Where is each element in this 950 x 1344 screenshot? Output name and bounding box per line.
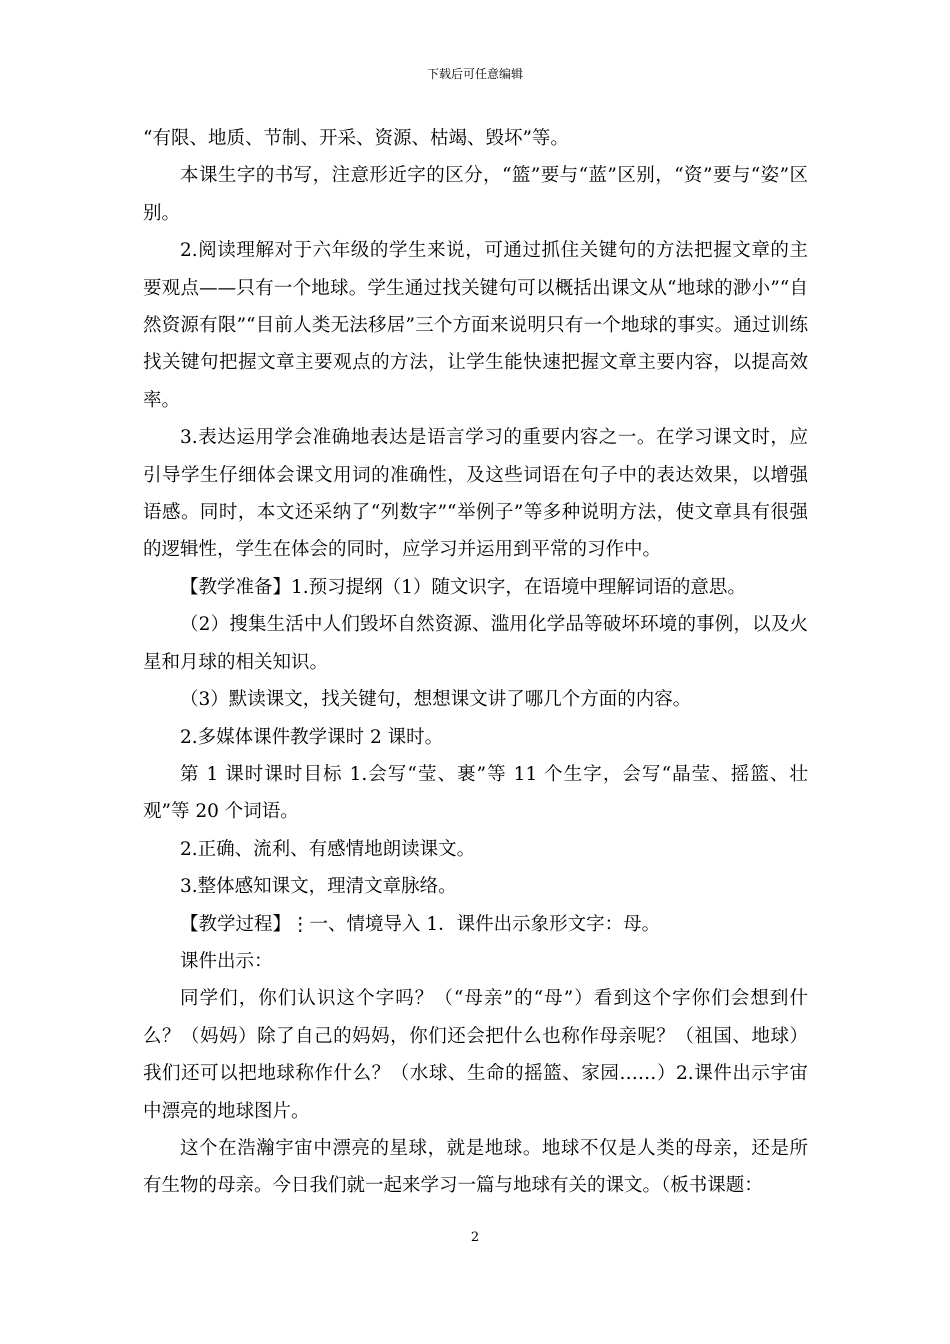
paragraph: 这个在浩瀚宇宙中漂亮的星球，就是地球。地球不仅是人类的母亲，还是所有生物的母亲。今日我们就一起来学习一篇与地球有关的课文。（板书课题： <box>143 1137 808 1197</box>
page-number: 2 <box>470 1230 480 1245</box>
paragraph: 【教学准备】1.预习提纲（1）随文识字，在语境中理解词语的意思。 <box>180 576 746 598</box>
paragraph: 【教学过程】⋮一、情境导入 1．课件出示象形文字：母。 <box>180 913 661 935</box>
paragraph: 同学们，你们认识这个字吗？（“母亲”的“母”）看到这个字你们会想到什么？（妈妈）除了自己的妈妈，你们还会把什么也称作母亲呢？（祖国、地球）我们还可以把地球称作什么？（水球、生命的摇篮、家园……）2.课件出示宇宙中漂亮的地球图片。 <box>143 988 808 1122</box>
paragraph: 本课生字的书写，注意形近字的区分，“篮”要与“蓝”区别，“资”要与“姿”区别。 <box>143 165 808 224</box>
paragraph: 3.整体感知课文，理清文章脉络。 <box>180 876 457 898</box>
document-body <box>143 120 808 1205</box>
page-header: 下载后可任意编辑 <box>426 67 523 81</box>
paragraph: （2）搜集生活中人们毁坏自然资源、滥用化学品等破坏环境的事例，以及火星和月球的相关知识。 <box>143 614 808 673</box>
paragraph: “有限、地质、节制、开采、资源、枯竭、毁坏”等。 <box>143 128 569 149</box>
paragraph: 2.多媒体课件教学课时 2 课时。 <box>180 726 444 748</box>
paragraph: （3）默读课文，找关键句，想想课文讲了哪几个方面的内容。 <box>180 689 692 711</box>
paragraph: 第 1 课时课时目标 1.会写“莹、裹”等 11 个生字，会写“晶莹、摇篮、壮观”等 20 个词语。 <box>143 763 808 823</box>
paragraph: 课件出示： <box>180 950 273 972</box>
paragraph: 2.阅读理解对于六年级的学生来说，可通过抓住关键句的方法把握文章的主要观点——只有一个地球。学生通过找关键句可以概括出课文从“地球的渺小”“自然资源有限”“目前人类无法移居”三个方面来说明只有一个地球的事实。通过训练找关键句把握文章主要观点的方法，让学生能快速把握文章主要内容，以提高效率。 <box>143 240 808 411</box>
paragraph: 2.正确、流利、有感情地朗读课文。 <box>180 838 476 860</box>
paragraph: 3.表达运用学会准确地表达是语言学习的重要内容之一。在学习课文时，应引导学生仔细体会课文用词的准确性，及这些词语在句子中的表达效果，以增强语感。同时，本文还采纳了“列数字”“举例子”等多种说明方法，使文章具有很强的逻辑性，学生在体会的同时，应学习并运用到平常的习作中。 <box>143 427 808 561</box>
